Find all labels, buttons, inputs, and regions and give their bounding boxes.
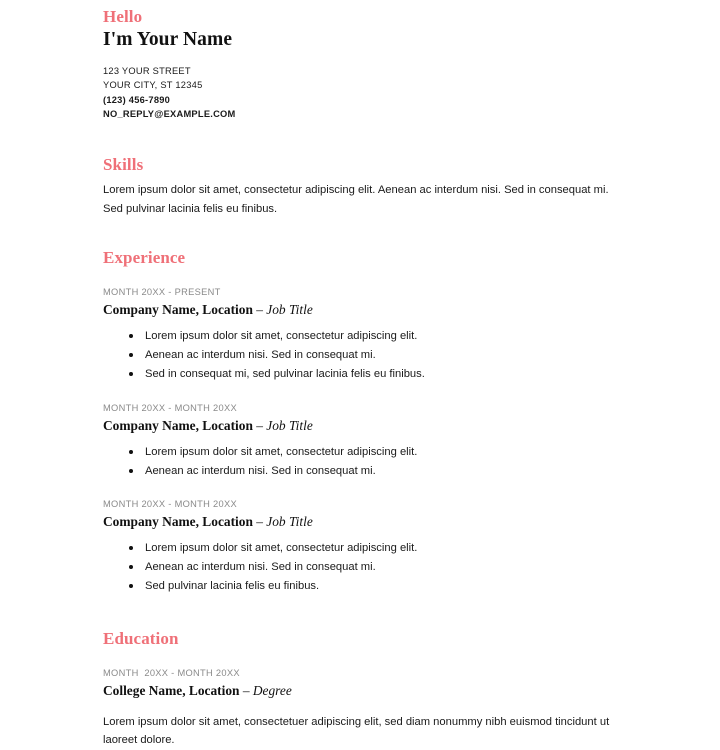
entry-title [103,417,617,434]
entry-title [103,301,617,318]
contact-email: NO_REPLY@EXAMPLE.COM [103,108,236,119]
list-item-text: Lorem ipsum dolor sit amet, consectetur adipiscing elit. [145,542,418,555]
entry-organization: Company Name, Location [103,302,253,318]
entry-title [103,682,617,699]
list-item-text: Sed in consequat mi, sed pulvinar lacinia felis eu finibus. [145,367,425,380]
list-item [103,539,617,558]
entry-date-range: MONTH 20XX - MONTH 20XX [103,402,237,413]
education-entry [103,666,617,750]
bullet-dot-icon [129,584,133,588]
bullet-dot-icon [129,546,133,550]
bullet-dot-icon [129,450,133,454]
list-item [103,365,617,384]
bullet-dot-icon [129,372,133,376]
education-section [103,628,617,750]
entry-bullet-list [103,327,617,383]
bullet-dot-icon [129,334,133,338]
bullet-dot-icon [129,353,133,357]
entry-role: Job Title [266,302,313,318]
bullet-dot-icon [129,469,133,473]
entry-role: Degree [252,682,292,698]
entry-organization: Company Name, Location [103,514,253,530]
list-item [103,462,617,481]
skills-section [103,154,617,218]
entry-separator: – [252,302,267,318]
list-item [103,346,617,365]
experience-heading: Experience [103,248,186,268]
entry-separator: – [252,417,267,433]
list-item-text: Aenean ac interdum nisi. Sed in consequat mi. [145,561,376,574]
entry-separator: – [239,682,253,698]
bullet-dot-icon [129,565,133,569]
experience-entry [103,401,617,481]
resume-header [103,6,617,121]
contact-city-state-zip: YOUR CITY, ST 12345 [103,80,203,91]
entry-date-range: MONTH 20XX - PRESENT [103,287,221,298]
entry-bullet-list [103,443,617,481]
list-item-text: Lorem ipsum dolor sit amet, consectetur adipiscing elit. [145,445,418,458]
greeting-heading: Hello [103,7,143,26]
skills-heading: Skills [103,155,144,175]
education-body: Lorem ipsum dolor sit amet, consectetuer adipiscing elit, sed diam nonummy nibh euismod tincidunt ut laoreet dolore. [103,715,610,747]
education-heading: Education [103,628,179,648]
contact-street: 123 YOUR STREET [103,66,191,76]
entry-role: Job Title [266,514,313,530]
entry-organization: College Name, Location [103,682,240,698]
entry-role: Job Title [266,417,313,433]
candidate-name: I'm Your Name [103,29,233,50]
resume-content [103,6,617,750]
entry-separator: – [252,514,267,530]
skills-body: Lorem ipsum dolor sit amet, consectetur adipiscing elit. Aenean ac interdum nisi. Sed in consequat mi. Sed pulvinar lacinia felis eu finibus. [103,184,609,215]
entry-title [103,513,617,530]
list-item-text: Aenean ac interdum nisi. Sed in consequat mi. [145,349,376,362]
list-item [103,577,617,596]
experience-section [103,247,617,595]
list-item-text: Lorem ipsum dolor sit amet, consectetur adipiscing elit. [145,330,418,343]
list-item [103,558,617,577]
contact-block [103,64,617,121]
entry-organization: Company Name, Location [103,417,253,433]
list-item [103,327,617,346]
list-item-text: Aenean ac interdum nisi. Sed in consequat mi. [145,464,376,477]
entry-bullet-list [103,539,617,595]
entry-date-range: MONTH 20XX - MONTH 20XX [103,667,240,678]
experience-entry [103,497,617,595]
list-item-text: Sed pulvinar lacinia felis eu finibus. [145,579,320,592]
contact-phone: (123) 456-7890 [103,94,171,105]
experience-entry [103,285,617,383]
list-item [103,443,617,462]
entry-date-range: MONTH 20XX - MONTH 20XX [103,499,237,510]
